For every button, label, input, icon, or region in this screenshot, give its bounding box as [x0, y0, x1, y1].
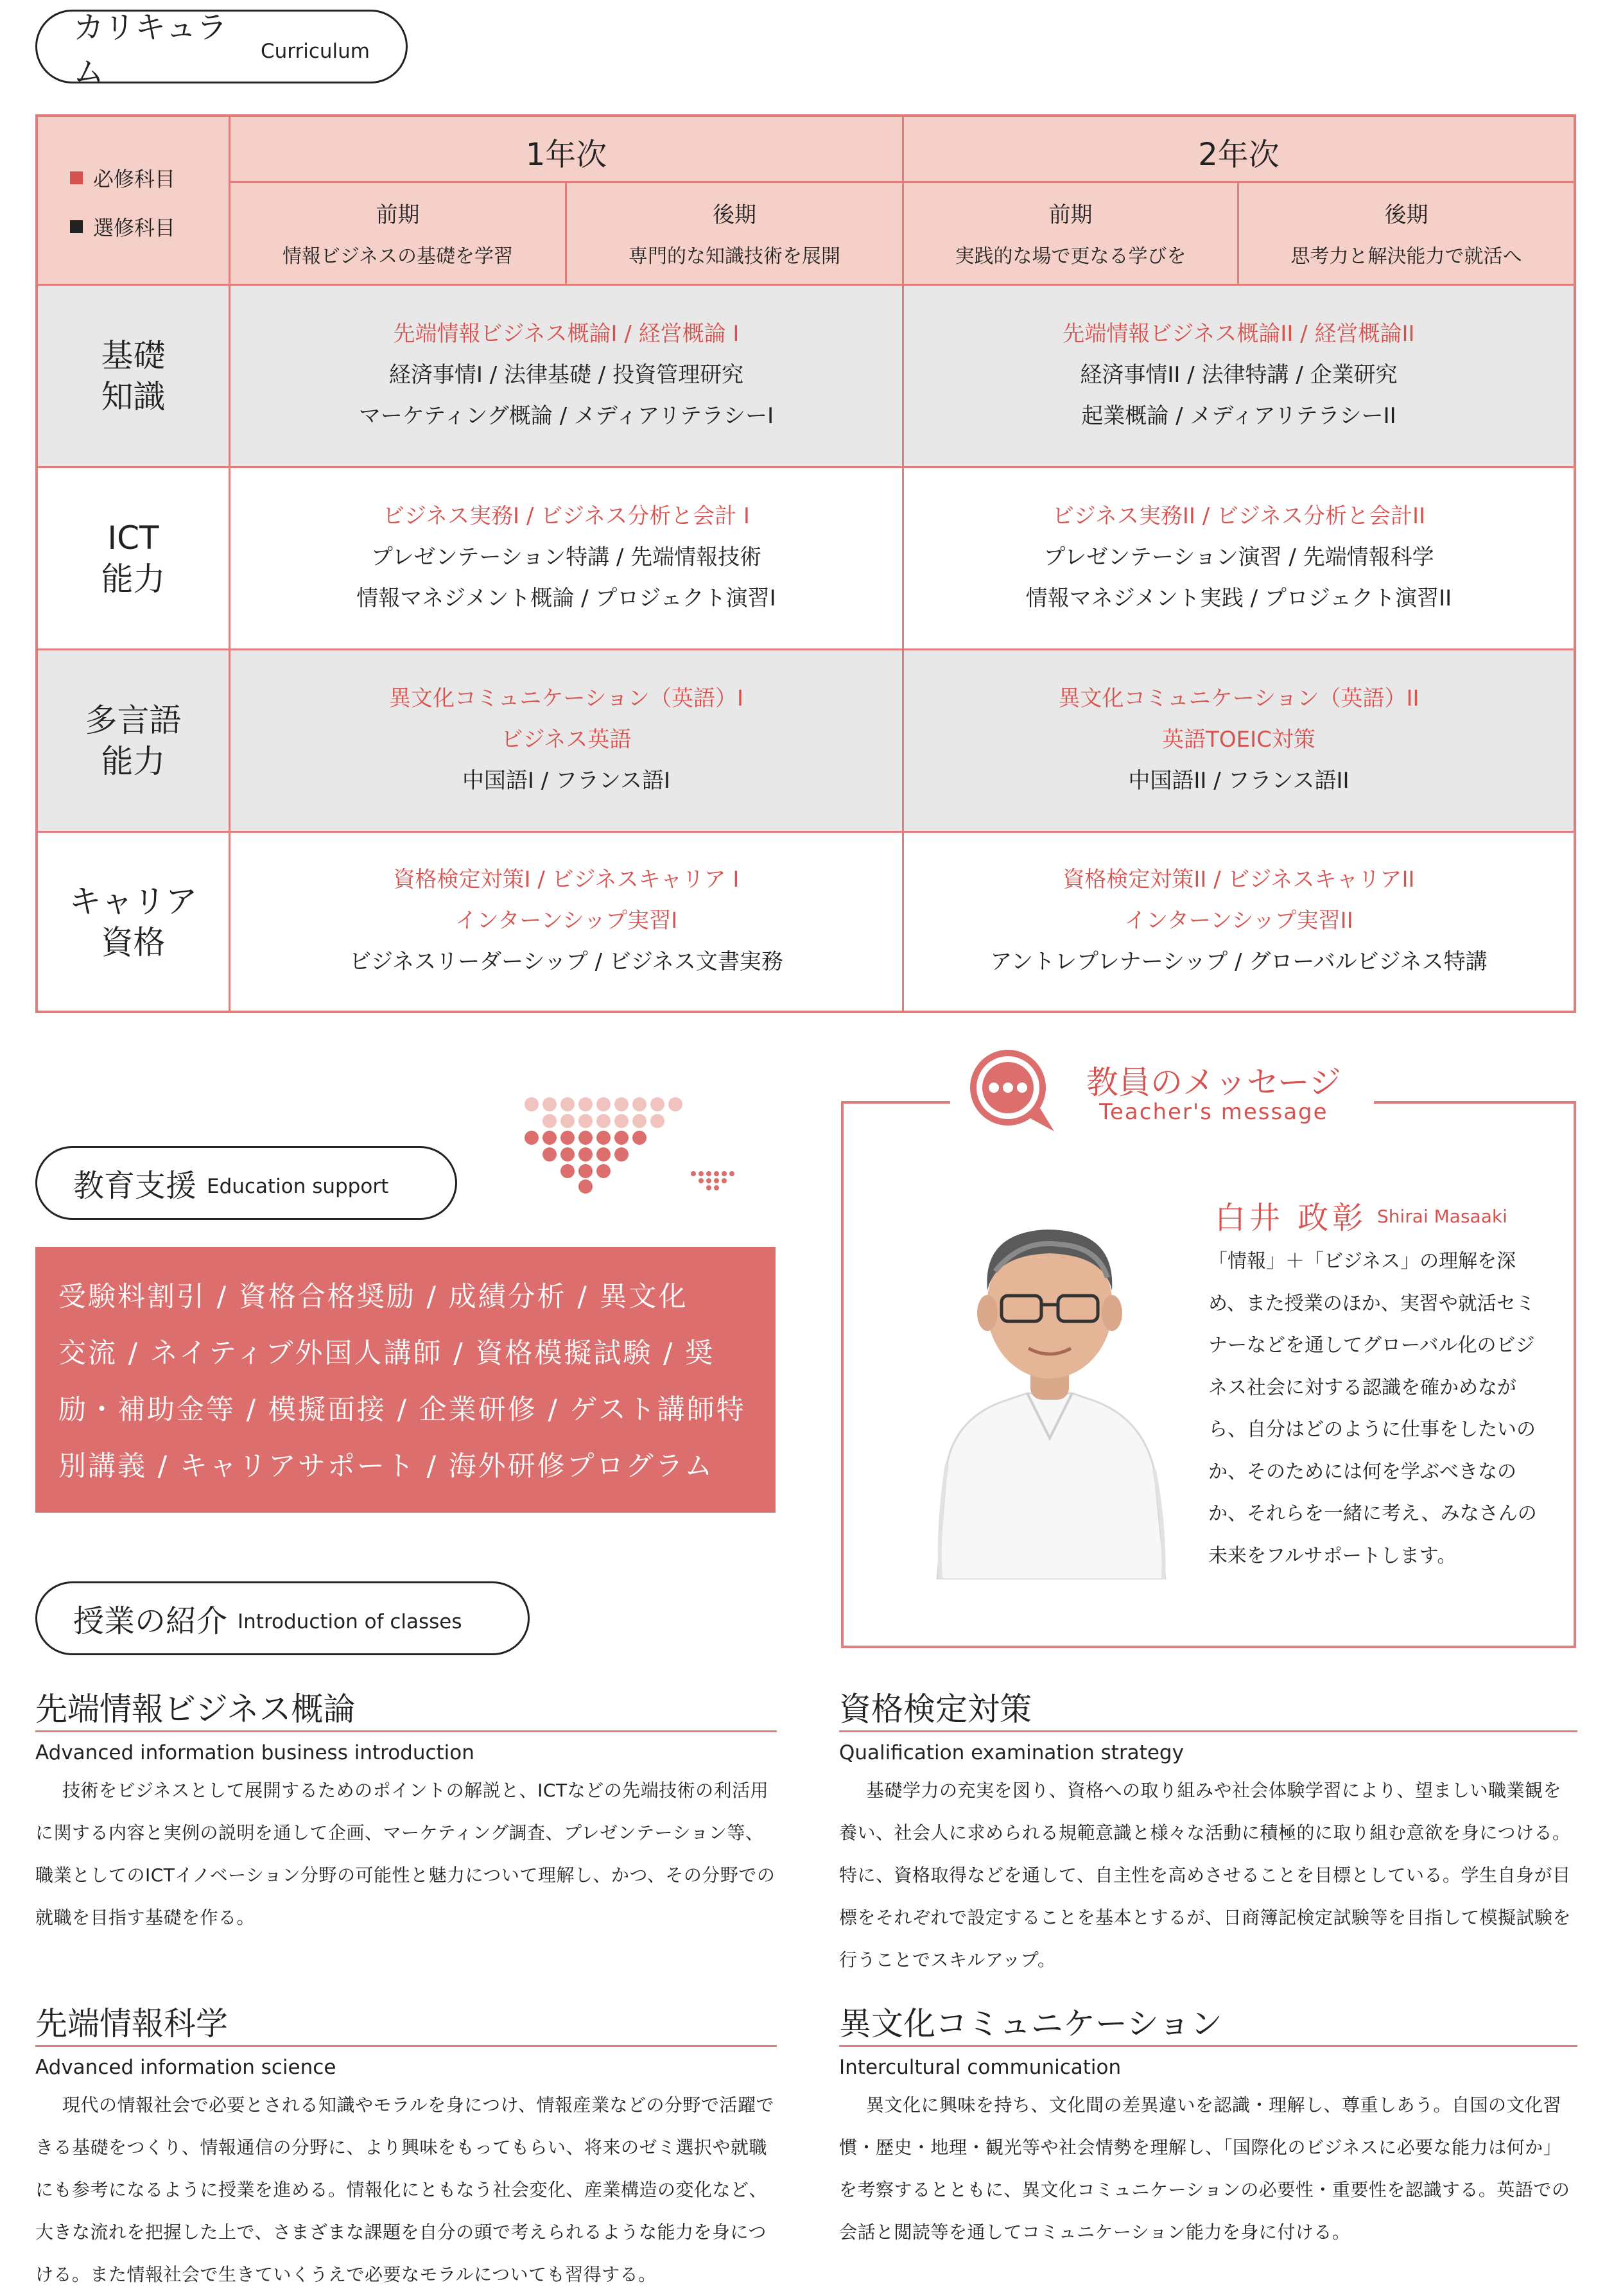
course-line: ビジネスリーダーシップ / ビジネス文書実務 [349, 949, 783, 975]
support-heading-en: Education support [207, 1174, 389, 1198]
support-heading-jp: 教育支援 [73, 1168, 197, 1204]
support-heading [35, 1146, 457, 1220]
class-title-en: Qualification examination strategy [839, 1741, 1184, 1764]
courses-ict-y1 [230, 496, 902, 619]
term-2-2-desc: 思考力と解決能力で就活へ [1290, 245, 1522, 268]
course-line: ビジネス実務I / ビジネス分析と会計 I [383, 503, 750, 529]
curriculum-heading-en: Curriculum [260, 39, 370, 63]
course-line: 中国語I / フランス語I [462, 768, 671, 794]
required-marker-icon [70, 171, 83, 184]
course-line: 英語TOEIC対策 [1162, 727, 1315, 752]
support-line: 受験料割引 / 資格合格奨励 / 成績分析 / 異文化 [58, 1281, 688, 1313]
course-line: ビジネス実務II / ビジネス分析と会計II [1052, 503, 1426, 529]
course-line: ビジネス英語 [501, 727, 632, 752]
term-1-2: 後期 [713, 202, 756, 228]
row-label-ict: ICT 能力 [101, 519, 166, 598]
course-line: マーケティング概論 / メディアリテラシーI [358, 403, 774, 429]
courses-career-y2 [904, 859, 1574, 982]
course-line: 情報マネジメント概論 / プロジェクト演習I [356, 586, 776, 611]
class-title: 先端情報ビジネス概論 [35, 1691, 356, 1728]
courses-language-y1 [230, 678, 902, 801]
class-title: 先端情報科学 [35, 2005, 228, 2042]
support-list [35, 1247, 776, 1513]
class-title-rule [35, 1730, 777, 1732]
teacher-title-jp: 教員のメッセージ [1086, 1064, 1341, 1101]
course-line: 経済事情II / 法律特講 / 企業研究 [1080, 362, 1398, 388]
term-2-1-desc: 実践的な場で更なる学びを [955, 245, 1186, 268]
row-label-career: キャリア 資格 [69, 883, 198, 961]
class-title-rule [839, 2045, 1577, 2047]
teacher-message-text: 「情報」＋「ビジネス」の理解を深め、また授業のほか、実習や就活セミナーなどを通してグローバル化のビジネス社会に対する認識を確かめながら、自分はどのように仕事をしたいのか、そのためには何を学ぶべきなのか、それらを一緒に考え、みなさんの未来をフルサポートします。 [1208, 1250, 1537, 1567]
curriculum-heading [35, 9, 408, 90]
course-line: 資格検定対策I / ビジネスキャリア I [393, 867, 740, 892]
course-line: プレゼンテーション特講 / 先端情報技術 [370, 544, 762, 570]
teacher-name-en: Shirai Masaaki [1377, 1206, 1507, 1227]
class-title: 資格検定対策 [839, 1691, 1032, 1728]
class-description: 異文化に興味を持ち、文化間の差異違いを認識・理解し、尊重しあう。自国の文化習慣・歴史・地理・観光等や社会情勢を理解し、「国際化のビジネスに必要な能力は何か」を考察するとともに、異文化コミュニケーションの必要性・重要性を認識する。英語での会話と閲読等を通してコミュニケーション能力を身に付ける。 [839, 2094, 1570, 2243]
course-line: プレゼンテーション演習 / 先端情報科学 [1043, 544, 1434, 570]
course-line: 情報マネジメント実践 / プロジェクト演習II [1025, 586, 1452, 611]
class-title-en: Advanced information science [35, 2056, 336, 2079]
course-line: 経済事情I / 法律基礎 / 投資管理研究 [388, 362, 744, 388]
classes-heading-jp: 授業の紹介 [73, 1603, 228, 1639]
row-label-language: 多言語 能力 [85, 702, 182, 780]
elective-marker-icon [70, 220, 83, 233]
class-title-rule [35, 2045, 777, 2047]
teacher-photo [912, 1194, 1181, 1579]
support-line: 別講義 / キャリアサポート / 海外研修プログラム [58, 1450, 715, 1483]
teacher-name: 白井 政彰 [1215, 1200, 1367, 1236]
class-description: 現代の情報社会で必要とされる知識やモラルを身につけ、情報産業などの分野で活躍できる基礎をつくり、情報通信の分野に、より興味をもってもらい、将来のゼミ選択や就職にも参考になるように授業を進める。情報化にともなう社会変化、産業構造の変化など、大きな流れを把握した上で、さまざまな課題を自分の頭で考えられるような能力を身につける。また情報社会で生きていくうえで必要なモラルについても習得する。 [35, 2094, 774, 2285]
course-line: 異文化コミュニケーション（英語）I [389, 686, 743, 711]
teacher-title [950, 1047, 1374, 1136]
course-line: アントレプレナーシップ / グローバルビジネス特講 [990, 949, 1488, 975]
courses-ict-y2 [904, 496, 1574, 619]
year-2-label: 2年次 [1198, 137, 1280, 173]
class-title-en: Advanced information business introduction [35, 1741, 474, 1764]
course-line: 起業概論 / メディアリテラシーII [1081, 403, 1396, 429]
term-1-1: 前期 [376, 202, 420, 228]
classes-heading [35, 1581, 530, 1655]
curriculum-heading-jp: カリキュラム [73, 9, 228, 90]
course-line: 先端情報ビジネス概論I / 経営概論 I [393, 321, 740, 347]
decorative-dots-icon [514, 1091, 745, 1194]
course-line: 中国語II / フランス語II [1128, 768, 1349, 794]
course-line: インターンシップ実習II [1124, 908, 1353, 934]
class-title-en: Intercultural communication [839, 2056, 1122, 2079]
class-description: 技術をビジネスとして展開するためのポイントの解説と、ICTなどの先端技術の利活用に関する内容と実例の説明を通して企画、マーケティング調査、プレゼンテーション等、職業としてのICTイノベーション分野の可能性と魅力について理解し、かつ、その分野での就職を目指す基礎を作る。 [35, 1780, 776, 1928]
course-line: 先端情報ビジネス概論II / 経営概論II [1063, 321, 1415, 347]
course-line: 資格検定対策II / ビジネスキャリアII [1063, 867, 1415, 892]
legend-elective: 選修科目 [70, 212, 175, 241]
course-line: 異文化コミュニケーション（英語）II [1058, 686, 1419, 711]
class-title: 異文化コミュニケーション [839, 2005, 1222, 2042]
class-description: 基礎学力の充実を図り、資格への取り組みや社会体験学習により、望ましい職業観を養い、社会人に求められる規範意識と様々な活動に積極的に取り組む意欲を身につける。特に、資格取得などを通して、自主性を高めさせることを目標としている。学生自身が目標をそれぞれで設定することを基本とするが、日商簿記検定試験等を目指して模擬試験を行うことでスキルアップ。 [839, 1780, 1572, 1970]
term-1-2-desc: 専門的な知識技術を展開 [629, 245, 840, 268]
legend-required: 必修科目 [70, 163, 175, 193]
course-line: インターンシップ実習I [455, 908, 678, 934]
row-label-basic: 基礎 知識 [101, 337, 166, 415]
courses-basic-y1 [230, 313, 902, 437]
teacher-title-en: Teacher's message [1099, 1099, 1328, 1125]
year-1-label: 1年次 [525, 137, 607, 173]
courses-basic-y2 [904, 313, 1574, 437]
support-line: 励・補助金等 / 模擬面接 / 企業研修 / ゲスト講師特 [58, 1394, 746, 1426]
term-1-1-desc: 情報ビジネスの基礎を学習 [282, 245, 514, 268]
courses-language-y2 [904, 678, 1574, 801]
term-2-2: 後期 [1384, 202, 1428, 228]
classes-heading-en: Introduction of classes [238, 1610, 462, 1633]
curriculum-table [35, 114, 1576, 1013]
term-2-1: 前期 [1048, 202, 1093, 228]
class-title-rule [839, 1730, 1577, 1732]
courses-career-y1 [230, 859, 902, 982]
chat-bubble-icon [957, 1047, 1066, 1136]
support-line: 交流 / ネイティブ外国人講師 / 資格模擬試験 / 奨 [58, 1337, 715, 1370]
